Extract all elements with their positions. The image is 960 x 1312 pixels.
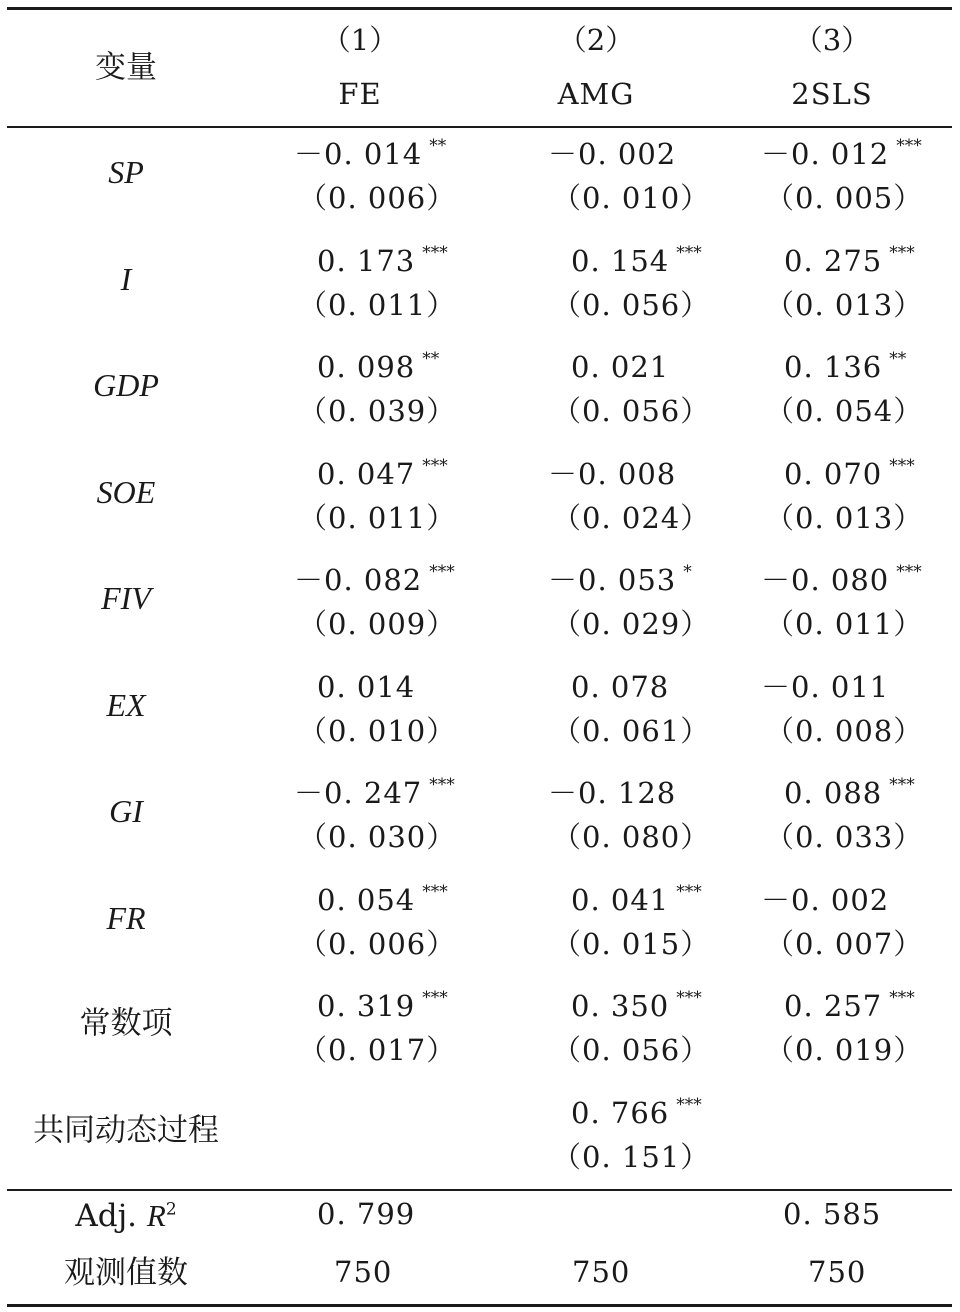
coefficient-cell	[571, 242, 702, 278]
coefficient-cell	[571, 881, 702, 917]
significance-stars: ***	[676, 988, 702, 1008]
significance-stars: ***	[422, 988, 448, 1008]
standard-error-cell: （0. 011）	[298, 287, 457, 322]
coefficient-value: －0. 012	[761, 137, 890, 171]
obs-col-3: 750	[808, 1255, 867, 1289]
standard-error-cell: （0. 015）	[552, 926, 711, 961]
coefficient-value: 0. 078	[571, 669, 670, 704]
coefficient-value: 0. 021	[571, 350, 670, 384]
header-col-1-model: FE	[338, 77, 382, 111]
row-label: EX	[106, 686, 146, 723]
standard-error-cell: （0. 019）	[765, 1033, 924, 1067]
header-col-1-num: （1）	[321, 23, 399, 57]
table-bottom-rule	[7, 1304, 952, 1307]
standard-error-cell: （0. 013）	[765, 500, 924, 535]
coefficient-value: 0. 070	[784, 456, 883, 491]
obs-label: 观测值数	[64, 1255, 188, 1291]
header-col-3-model: 2SLS	[791, 77, 873, 111]
standard-error-cell: （0. 010）	[298, 713, 457, 748]
coefficient-value: －0. 128	[548, 776, 677, 810]
significance-stars: **	[429, 136, 447, 156]
coefficient-cell	[784, 349, 907, 384]
row-label: GI	[109, 793, 143, 829]
coefficient-cell	[548, 456, 677, 491]
coefficient-value: 0. 257	[784, 989, 883, 1023]
coefficient-value: 0. 350	[571, 989, 670, 1023]
coefficient-cell	[571, 1094, 702, 1130]
significance-stars: ***	[676, 242, 702, 263]
adj-r2-col-3: 0. 585	[783, 1197, 882, 1231]
significance-stars: ***	[429, 562, 455, 582]
coefficient-cell	[294, 136, 447, 171]
coefficient-cell	[571, 669, 670, 704]
row-label: 共同动态过程	[33, 1112, 219, 1148]
header-col-2-num: （2）	[557, 23, 635, 57]
header-col-3-num: （3）	[793, 23, 871, 57]
coefficient-value: 0. 136	[784, 350, 883, 384]
coefficient-value: 0. 054	[317, 882, 416, 917]
obs-col-2: 750	[572, 1255, 631, 1289]
significance-stars: ***	[889, 775, 915, 795]
standard-error-cell: （0. 061）	[552, 713, 711, 748]
significance-stars: ***	[429, 775, 455, 795]
significance-stars: ***	[422, 242, 448, 263]
standard-error-cell: （0. 054）	[765, 394, 924, 428]
coefficient-value: －0. 053	[548, 563, 677, 597]
standard-error-cell: （0. 013）	[765, 287, 924, 322]
significance-stars: ***	[422, 881, 448, 902]
row-label: SOE	[96, 473, 156, 510]
standard-error-cell: （0. 029）	[552, 607, 711, 641]
coefficient-value: 0. 041	[571, 882, 670, 917]
adj-r2-sup: 2	[165, 1199, 177, 1220]
row-label: SP	[108, 154, 144, 190]
coefficient-value: －0. 002	[548, 137, 677, 171]
coefficient-cell	[571, 988, 702, 1023]
standard-error-cell: （0. 151）	[552, 1139, 711, 1174]
standard-error-cell: （0. 011）	[298, 500, 457, 535]
coefficient-value: －0. 002	[761, 882, 890, 917]
row-label: I	[120, 260, 132, 297]
coefficient-cell	[784, 988, 915, 1023]
significance-stars: ***	[889, 242, 915, 263]
standard-error-cell: （0. 056）	[552, 1033, 711, 1067]
row-label: GDP	[93, 367, 159, 403]
row-label: FIV	[101, 580, 151, 616]
adj-r2-prefix: Adj.	[75, 1198, 147, 1234]
coefficient-value: －0. 082	[294, 563, 423, 597]
coefficient-value: 0. 088	[784, 776, 883, 810]
coefficient-cell	[761, 669, 890, 704]
header-variable-label: 变量	[95, 49, 157, 86]
standard-error-cell: （0. 030）	[298, 820, 457, 854]
coefficient-value: 0. 047	[317, 456, 416, 491]
standard-error-cell: （0. 010）	[552, 181, 711, 215]
significance-stars: ***	[889, 455, 915, 476]
coefficient-value: 0. 275	[784, 243, 883, 278]
coefficient-value: 0. 173	[317, 243, 416, 278]
coefficient-cell	[317, 669, 416, 704]
table-header-rule	[7, 126, 952, 128]
significance-stars: ***	[676, 881, 702, 902]
adj-r2-r: R	[146, 1198, 166, 1233]
coefficient-cell	[784, 775, 915, 810]
standard-error-cell: （0. 056）	[552, 287, 711, 322]
coefficient-value: 0. 319	[317, 989, 416, 1023]
significance-stars: ***	[889, 988, 915, 1008]
significance-stars: ***	[896, 136, 922, 156]
significance-stars: *	[683, 562, 692, 582]
coefficient-value: －0. 008	[548, 456, 677, 491]
standard-error-cell: （0. 006）	[298, 926, 457, 961]
coefficient-cell	[294, 562, 455, 597]
coefficient-cell	[784, 242, 915, 278]
standard-error-cell: （0. 080）	[552, 820, 711, 854]
standard-error-cell: （0. 007）	[765, 926, 924, 961]
significance-stars: ***	[896, 562, 922, 582]
standard-error-cell: （0. 005）	[765, 181, 924, 215]
coefficient-cell	[548, 137, 677, 171]
coefficient-cell	[761, 136, 922, 171]
coefficient-cell	[294, 775, 455, 810]
obs-col-1: 750	[334, 1255, 393, 1289]
coefficient-cell	[317, 988, 448, 1023]
coefficient-value: －0. 247	[294, 776, 423, 810]
coefficient-cell	[317, 881, 448, 917]
standard-error-cell: （0. 056）	[552, 394, 711, 428]
row-label: FR	[106, 899, 146, 936]
header-col-2-model: AMG	[557, 77, 635, 111]
significance-stars: **	[422, 349, 440, 369]
coefficient-cell	[761, 882, 890, 917]
coefficient-cell	[548, 776, 677, 810]
coefficient-cell	[784, 455, 915, 491]
coefficient-cell	[548, 562, 692, 597]
table-top-rule	[7, 7, 952, 10]
coefficient-cell	[317, 242, 448, 278]
coefficient-value: 0. 766	[571, 1095, 670, 1130]
row-label: 常数项	[79, 1005, 173, 1042]
coefficient-cell	[317, 455, 448, 491]
standard-error-cell: （0. 008）	[765, 713, 924, 748]
significance-stars: **	[889, 349, 907, 369]
coefficient-cell	[317, 349, 440, 384]
table-footer-rule	[7, 1189, 952, 1191]
coefficient-cell	[571, 350, 670, 384]
standard-error-cell: （0. 033）	[765, 820, 924, 854]
coefficient-value: 0. 154	[571, 243, 670, 278]
coefficient-value: －0. 080	[761, 563, 890, 597]
standard-error-cell: （0. 011）	[765, 607, 924, 641]
standard-error-cell: （0. 039）	[298, 394, 457, 428]
standard-error-cell: （0. 006）	[298, 181, 457, 215]
significance-stars: ***	[676, 1094, 702, 1115]
adj-r2-label	[75, 1200, 176, 1232]
coefficient-cell	[761, 562, 922, 597]
standard-error-cell: （0. 009）	[298, 607, 457, 641]
adj-r2-col-1: 0. 799	[317, 1197, 416, 1231]
significance-stars: ***	[422, 455, 448, 476]
coefficient-value: －0. 014	[294, 137, 423, 171]
standard-error-cell: （0. 017）	[298, 1033, 457, 1067]
coefficient-value: 0. 098	[317, 350, 416, 384]
coefficient-value: 0. 014	[317, 669, 416, 704]
coefficient-value: －0. 011	[761, 669, 890, 704]
standard-error-cell: （0. 024）	[552, 500, 711, 535]
